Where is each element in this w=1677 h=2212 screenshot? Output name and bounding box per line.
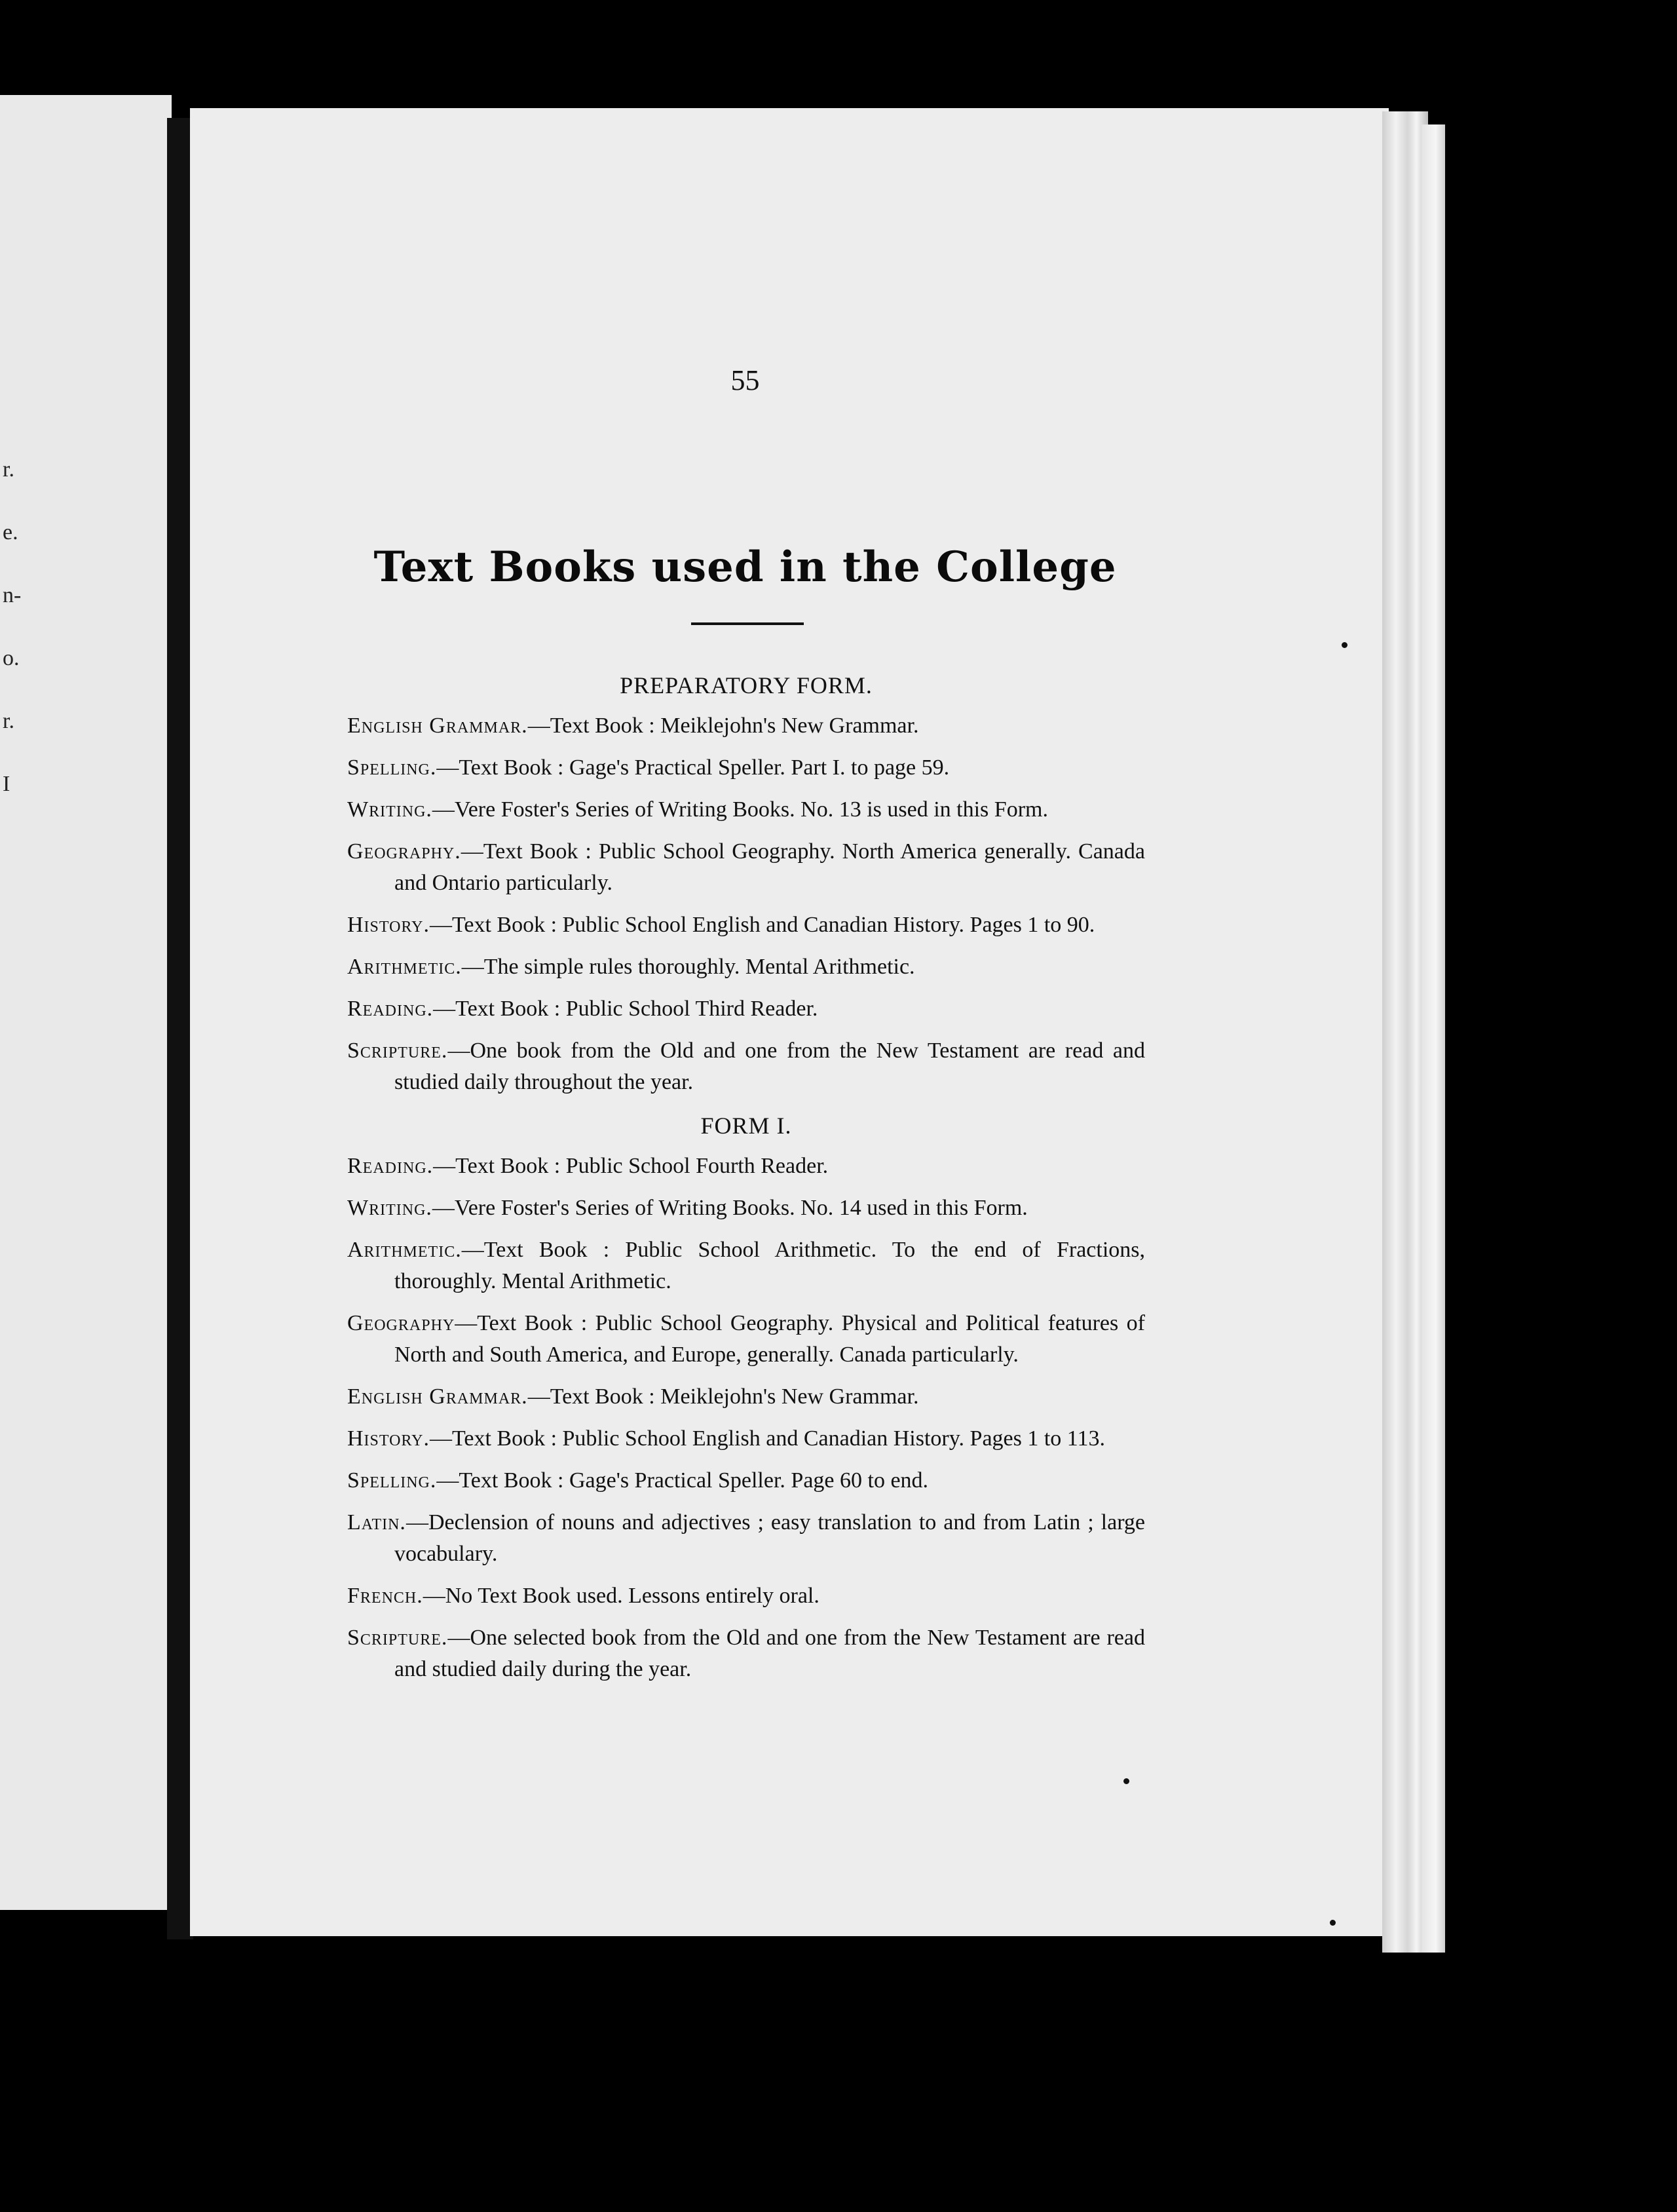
subject-label: Latin. xyxy=(347,1510,406,1535)
list-item xyxy=(347,710,1145,742)
subject-label: Geography. xyxy=(347,839,461,864)
subject-description: —Text Book : Public School Geography. North America generally. Canada and Ontario particularly. xyxy=(394,839,1145,895)
list-item xyxy=(347,752,1145,784)
list-item xyxy=(347,1381,1145,1413)
page-edges-back xyxy=(1422,124,1445,1953)
subject-description: —Text Book : Public School Third Reader. xyxy=(433,997,818,1021)
section-heading-preparatory: PREPARATORY FORM. xyxy=(620,672,873,698)
scan-speck xyxy=(1342,642,1347,648)
subject-description: —One selected book from the Old and one from the New Testament are read and studied daily during the year. xyxy=(394,1626,1145,1681)
subject-description: —Text Book : Public School English and Canadian History. Pages 1 to 90. xyxy=(429,913,1095,937)
subject-label: History. xyxy=(347,1426,430,1451)
subject-description: —Text Book : Public School Arithmetic. To the end of Fractions, thoroughly. Mental Arithmetic. xyxy=(394,1238,1145,1293)
previous-page-fragment: I xyxy=(3,772,10,796)
previous-page-text-fragments xyxy=(0,459,26,836)
previous-page-fragment: e. xyxy=(3,520,18,544)
list-item xyxy=(347,1580,1145,1612)
subject-label: Scripture. xyxy=(347,1626,448,1650)
subject-description: —Text Book : Gage's Practical Speller. Page 60 to end. xyxy=(436,1468,929,1493)
list-item xyxy=(347,909,1145,941)
subject-label: Writing. xyxy=(347,797,432,822)
subject-label: Geography xyxy=(347,1311,455,1335)
page-number: 55 xyxy=(730,364,760,396)
list-item xyxy=(347,1035,1145,1098)
subject-label: Arithmetic. xyxy=(347,955,462,979)
list-item xyxy=(347,1622,1145,1685)
subject-label: English Grammar. xyxy=(347,1384,528,1409)
subject-description: —One book from the Old and one from the New Testament are read and studied daily throughout the year. xyxy=(394,1039,1145,1094)
subject-label: Spelling. xyxy=(347,755,437,780)
previous-page-fragment: r. xyxy=(3,709,14,733)
subject-description: —Text Book : Public School English and Canadian History. Pages 1 to 113. xyxy=(429,1426,1106,1451)
list-item xyxy=(347,1423,1145,1455)
section-heading-form-one: FORM I. xyxy=(700,1113,792,1139)
subject-label: History. xyxy=(347,913,430,937)
subject-label: Arithmetic. xyxy=(347,1238,462,1262)
subject-label: English Grammar. xyxy=(347,714,528,738)
subject-description: —Text Book : Public School Fourth Reader. xyxy=(433,1154,829,1178)
page-title: Text Books used in the College xyxy=(373,543,1117,592)
list-item xyxy=(347,1192,1145,1224)
subject-description: —Vere Foster's Series of Writing Books. No. 13 is used in this Form. xyxy=(432,797,1048,822)
list-item xyxy=(347,794,1145,826)
subject-label: French. xyxy=(347,1584,423,1608)
scan-speck xyxy=(1330,1920,1336,1926)
list-item xyxy=(347,1151,1145,1182)
previous-page-fragment: r. xyxy=(3,457,14,482)
scan-speck xyxy=(1123,1778,1129,1784)
previous-page-fragment: o. xyxy=(3,646,20,670)
title-divider xyxy=(691,622,804,625)
subject-description: —Text Book : Meiklejohn's New Grammar. xyxy=(527,714,919,738)
page-body xyxy=(347,662,1145,1696)
subject-description: —Text Book : Gage's Practical Speller. Part I. to page 59. xyxy=(436,755,950,780)
list-item xyxy=(347,993,1145,1025)
list-item xyxy=(347,1308,1145,1371)
list-item xyxy=(347,1465,1145,1497)
subject-description: —Declension of nouns and adjectives ; easy translation to and from Latin ; large vocabulary. xyxy=(394,1510,1145,1566)
subject-label: Writing. xyxy=(347,1196,432,1220)
list-item xyxy=(347,1234,1145,1297)
subject-label: Reading. xyxy=(347,997,434,1021)
subject-description: —Text Book : Meiklejohn's New Grammar. xyxy=(527,1384,919,1409)
subject-description: —Text Book : Public School Geography. Physical and Political features of North and South America, and Europe, generally. Canada particularly. xyxy=(394,1311,1145,1367)
subject-description: —Vere Foster's Series of Writing Books. No. 14 used in this Form. xyxy=(432,1196,1028,1220)
subject-description: —No Text Book used. Lessons entirely oral. xyxy=(423,1584,820,1608)
list-item xyxy=(347,836,1145,899)
previous-page-fragment: n- xyxy=(3,583,22,607)
list-item xyxy=(347,1507,1145,1570)
subject-label: Spelling. xyxy=(347,1468,437,1493)
subject-description: —The simple rules thoroughly. Mental Arithmetic. xyxy=(461,955,915,979)
list-item xyxy=(347,951,1145,983)
subject-label: Scripture. xyxy=(347,1039,448,1063)
subject-label: Reading. xyxy=(347,1154,434,1178)
